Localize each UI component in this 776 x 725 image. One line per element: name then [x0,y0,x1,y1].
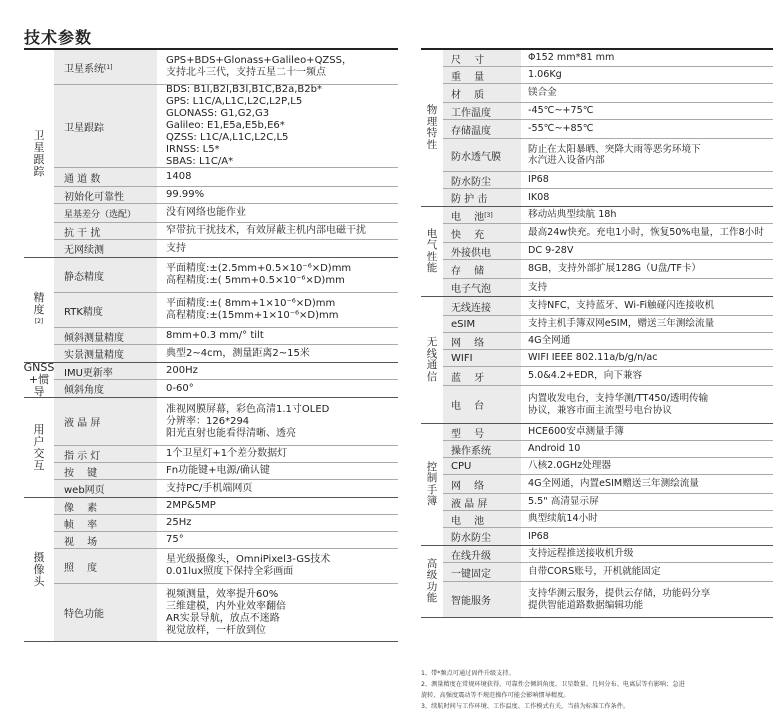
spec-label-text: 液 晶 屏 [64,418,101,429]
category-label: GNSS +惯导 [23,361,55,398]
spec-label [443,546,521,562]
spec-label [443,224,521,242]
category-label: 摄 像 头 [33,550,45,588]
spec-label [443,494,521,510]
spec-label-text: 卫星跟踪 [64,122,104,134]
spec-label [443,386,521,423]
spec-label-text: 帧 率 [64,519,98,531]
spec-label [443,243,521,259]
spec-label-text: 一键固定 [451,568,491,580]
footnote-mark: [1] [104,63,113,71]
spec-value: Android 10 [528,443,581,455]
spec-label-text: 照 度 [64,562,98,574]
spec-label-text: eSIM [451,318,476,330]
spec-value: 200Hz [166,365,198,376]
spec-label-text: 网 络 [451,480,485,492]
spec-label-text: 外接供电 [451,247,491,259]
spec-row [443,84,773,103]
spec-value: 平面精度:±(2.5mm+0.5×10⁻⁶×D)mm 高程精度:±( 5mm+0.5×10⁻⁶×D)mm [166,263,352,286]
spec-label [443,367,521,385]
spec-label [443,172,521,188]
spec-label [54,584,157,641]
spec-row [54,363,398,380]
spec-label-text: 倾斜角度 [64,385,104,396]
spec-label [54,204,157,222]
left-group-0 [24,50,398,258]
spec-value: 典型2~4cm，测量距离2~15米 [166,347,310,359]
category-label: 物 理 特 性 [426,104,438,151]
spec-row [443,260,773,279]
spec-label [443,511,521,527]
spec-row [443,528,773,545]
spec-label-text: 防水防尘 [451,176,491,188]
spec-value: Φ152 mm*81 mm [528,52,615,64]
spec-row [443,350,773,367]
spec-row [54,85,398,168]
spec-label-text: 防水透气膜 [451,151,501,163]
spec-value: BDS: B1I,B2I,B3I,B1C,B2a,B2b* GPS: L1C/A,L1C,L2C,L2P,L5 GLONASS: G1,G2,G3 Galileo: E1,E5a,E5b,E6* QZSS: L1C/A,L1C,L2C,L5 IRNSS: L5* SBAS: L1C/A* [166,84,322,167]
right-group-0 [421,50,773,207]
spec-label [54,446,157,462]
spec-row [443,546,773,563]
spec-row [54,187,398,204]
spec-label-text: 网 络 [451,337,485,349]
group-category [24,50,54,257]
spec-value: 1个卫星灯+1个差分数据灯 [166,448,288,459]
spec-value: 典型续航14小时 [528,513,598,525]
spec-label-text: web网页 [64,485,105,496]
left-group-1 [24,258,398,363]
spec-row [54,328,398,345]
spec-label-text: WIFI [451,352,473,364]
spec-value: 准视网膜屏幕，彩色高清1.1寸OLED 分辨率：126*294 阳光直射也能看得清晰、透亮 [166,403,330,439]
spec-row [54,463,398,480]
spec-row [443,333,773,350]
spec-label [443,207,521,223]
spec-row [54,398,398,446]
spec-label [54,480,157,497]
spec-row [443,511,773,528]
spec-value: 最高24w快充。充电1小时，恢复50%电量，工作8小时 [528,227,764,239]
spec-label-text: 型 号 [451,428,485,440]
spec-label-text: 防 护 击 [451,194,488,205]
spec-label-text: 指 示 灯 [64,450,101,462]
spec-value: 支持 [528,281,548,293]
spec-label [443,84,521,102]
spec-label-text: 抗 干 扰 [64,227,101,239]
spec-value: 4G全网通，内置eSIM赠送三年测绘流量 [528,478,699,490]
spec-label-text: 电子气泡 [451,284,491,295]
spec-label-text: 通 道 数 [64,173,101,185]
category-label: 控 制 手 簿 [426,460,438,507]
spec-row [54,584,398,641]
spec-row [54,223,398,240]
spec-label [443,458,521,474]
spec-label [54,187,157,203]
spec-label-text: 电 池 [451,515,485,527]
spec-label-text: 快 充 [451,229,485,241]
spec-label-text: 静态精度 [64,271,104,283]
category-label: 用 户 交 互 [33,422,45,472]
spec-row [54,515,398,532]
spec-value: 支持PC/手机端网页 [166,482,253,494]
spec-label-text: 材 质 [451,89,485,101]
spec-label [443,260,521,278]
spec-value: 99.99% [166,189,205,200]
spec-label-text: 重 量 [451,71,485,83]
spec-row [443,172,773,189]
spec-value: 1408 [166,171,192,182]
spec-label [443,120,521,138]
group-category [421,207,443,296]
spec-value: -45℃~+75℃ [528,105,594,117]
spec-row [443,224,773,243]
spec-value: 75° [166,534,184,545]
spec-row [54,168,398,187]
spec-value: 5.5" 高清显示屏 [528,496,599,508]
spec-value: 支持华测云服务，提供云存储，功能码分享 提供智能道路数据编辑功能 [528,588,711,611]
group-category [24,363,54,397]
spec-label-text: CPU [451,460,472,472]
spec-value: 移动站典型续航 18h [528,209,617,221]
spec-row [443,139,773,172]
spec-label [443,333,521,349]
group-category [421,546,443,617]
spec-label [443,528,521,545]
spec-row [54,258,398,293]
spec-label [54,463,157,479]
spec-row [443,494,773,511]
spec-label [54,498,157,514]
spec-label [443,50,521,66]
spec-table-left [24,48,398,642]
spec-label [54,345,157,362]
spec-row [443,207,773,224]
spec-row [443,120,773,139]
page-title: 技术参数 [24,28,93,47]
spec-label-text: 视 场 [64,536,98,548]
spec-label [54,549,157,583]
spec-label [443,279,521,296]
spec-row [443,367,773,386]
spec-row [54,446,398,463]
spec-label-text: RTK精度 [64,306,103,318]
spec-label-text: 无网续测 [64,245,104,256]
spec-value: 没有网络也能作业 [166,207,246,218]
right-group-3 [421,424,773,546]
spec-value: 视频测量，效率提升60% 三维建模，内外业效率翻倍 AR实景导航，放点不迷路 视觉放样，一杆放到位 [166,588,286,636]
spec-label [54,398,157,445]
spec-value: 自带CORS账号，开机就能固定 [528,566,661,578]
spec-row [443,475,773,494]
group-category [421,297,443,423]
spec-label [54,240,157,257]
spec-row [443,67,773,84]
right-group-1 [421,207,773,297]
spec-row [54,50,398,85]
spec-label [443,441,521,457]
spec-value: -55℃~+85℃ [528,123,594,135]
spec-row [443,316,773,333]
footnotes: 1、带*频点可通过固件升级支持。 2、测量精度在常规环境获得，可靠性会倾斜角度、卫星数量、几何分布、电离层等有影响；急进 旋转、高强度震动等不规范操作可能会影响惯导精度。 3、续航时间与工作环境、工作温度、工作模式有关，当前为标准工作条件。 [421,670,685,710]
spec-value: IP68 [528,174,549,186]
spec-label [54,532,157,548]
spec-label [443,563,521,581]
group-category [24,498,54,641]
category-footnote-mark: [2] [34,318,44,325]
category-label: 高 级 功 能 [426,557,438,604]
spec-row [54,549,398,584]
category-label: 精 度 [33,291,45,316]
spec-value: 4G全网通 [528,335,571,347]
right-group-2 [421,297,773,424]
spec-label-text: 卫星系统 [64,63,104,75]
category-label: 电 气 性 能 [426,227,438,274]
spec-label [443,316,521,332]
spec-label [54,85,157,167]
spec-label [54,223,157,239]
spec-value: 支持NFC，支持蓝牙、Wi-Fi触碰闪连接收机 [528,300,715,312]
spec-value: 内置收发电台，支持华测/TT450/透明传输 协议，兼容市面主流型号电台协议 [528,393,709,416]
spec-label [54,515,157,531]
right-group-4 [421,546,773,618]
spec-label [54,328,157,344]
category-label: 无 线 通 信 [426,336,438,383]
group-category [24,398,54,497]
spec-label-text: 实景测量精度 [64,350,124,361]
spec-label [443,139,521,171]
spec-row [443,386,773,423]
spec-row [443,582,773,617]
spec-row [443,424,773,441]
spec-label [443,475,521,493]
spec-value: 防止在太阳暴晒、突降大雨等恶劣环境下 水汽进入设备内部 [528,143,701,166]
spec-row [54,480,398,497]
spec-value: 1.06Kg [528,69,562,81]
spec-row [54,498,398,515]
spec-value: GPS+BDS+Glonass+Galileo+QZSS， 支持北斗三代，支持五星二十一频点 [166,55,352,78]
spec-label-text: 存储温度 [451,125,491,137]
footnote-mark: [3] [484,211,493,219]
spec-label-text: 智能服务 [451,596,491,607]
spec-label [54,363,157,379]
group-category [24,258,54,362]
spec-value: 8GB，支持外部扩展128G（U盘/TF卡） [528,263,702,275]
spec-label-text: IMU更新率 [64,367,113,379]
spec-label-text: 在线升级 [451,550,491,562]
spec-label-text: 存 储 [451,265,485,277]
spec-row [443,243,773,260]
spec-value: 镁合金 [528,87,557,99]
spec-value: WIFI IEEE 802.11a/b/g/n/ac [528,352,658,364]
left-group-3 [24,398,398,498]
spec-row [443,279,773,296]
spec-label [54,380,157,397]
spec-label-text: 蓝 牙 [451,372,485,384]
spec-row [443,50,773,67]
spec-label [54,168,157,186]
spec-value: 平面精度:±( 8mm+1×10⁻⁶×D)mm 高程精度:±(15mm+1×10⁻⁶×D)mm [166,298,339,321]
spec-table-right [421,48,773,618]
spec-label-text: 电 台 [451,401,485,412]
spec-label [443,67,521,83]
group-category [421,424,443,545]
spec-label [443,582,521,617]
spec-value: HCE600安卓测量手簿 [528,426,624,438]
left-group-4 [24,498,398,642]
spec-label [54,50,157,84]
spec-label-text: 星基差分（选配） [64,209,137,220]
spec-value: IK08 [528,191,550,203]
group-category [421,50,443,206]
spec-label [54,258,157,292]
spec-label-text: 电 池 [451,211,485,223]
spec-value: 窄带抗干扰技术，有效屏蔽主机内部电磁干扰 [166,225,366,236]
spec-value: 2MP&5MP [166,500,216,511]
spec-label-text: 操作系统 [451,445,491,457]
spec-value: 8mm+0.3 mm/° tilt [166,330,264,341]
spec-row [443,563,773,582]
spec-value: 支持远程推送接收机升级 [528,548,634,560]
spec-value: DC 9-28V [528,245,574,257]
spec-row [54,345,398,362]
spec-label-text: 工作温度 [451,107,491,119]
spec-row [54,204,398,223]
left-group-2 [24,363,398,398]
spec-label-text: 特色功能 [64,609,104,620]
category-label: 卫 星 跟 踪 [33,128,45,178]
spec-row [54,380,398,397]
spec-row [54,293,398,328]
spec-label [54,293,157,327]
spec-label-text: 尺 寸 [451,54,485,66]
spec-value: Fn功能键+电源/确认键 [166,465,270,476]
spec-label-text: 初始化可靠性 [64,191,124,203]
spec-label-text: 按 键 [64,467,98,479]
spec-value: 星光级摄像头，OmniPixel3-GS技术 0.01lux照度下保持全彩画面 [166,554,331,577]
spec-value: 5.0&4.2+EDR，向下兼容 [528,370,643,382]
spec-label-text: 倾斜测量精度 [64,332,124,344]
spec-label-text: 无线连接 [451,302,491,314]
spec-value: 25Hz [166,517,192,528]
spec-label-text: 像 素 [64,502,98,514]
spec-value: IP68 [528,530,549,542]
spec-label [443,424,521,440]
spec-row [443,441,773,458]
spec-label-text: 防水防尘 [451,533,491,544]
spec-label [443,103,521,119]
spec-label [443,297,521,315]
spec-row [443,458,773,475]
spec-row [443,297,773,316]
spec-label-text: 液 晶 屏 [451,498,488,510]
spec-row [443,189,773,206]
spec-value: 支持 [166,242,186,254]
spec-row [54,532,398,549]
spec-value: 0-60° [166,382,194,394]
spec-label [443,189,521,206]
spec-value: 支持主机手簿双网eSIM，赠送三年测绘流量 [528,318,715,330]
spec-row [54,240,398,257]
spec-row [443,103,773,120]
spec-value: 八核2.0GHz处理器 [528,460,611,472]
spec-label [443,350,521,366]
